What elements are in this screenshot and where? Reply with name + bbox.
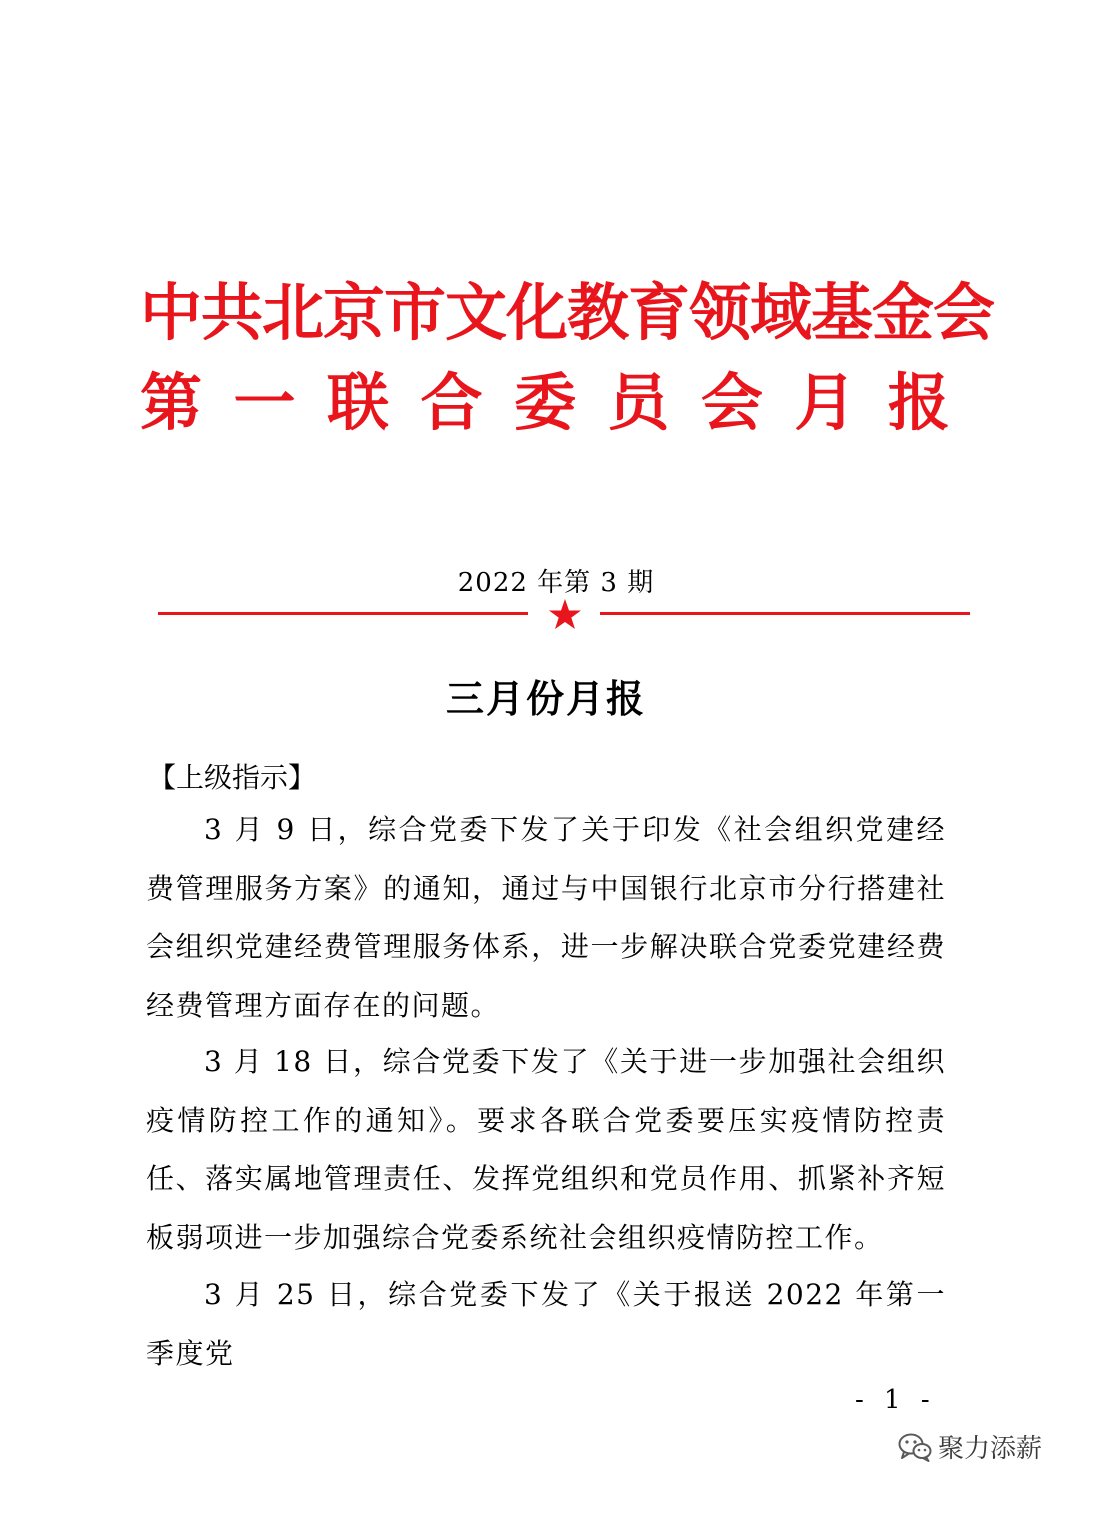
masthead-char: 报 [887,366,950,439]
paragraph: 3 月 25 日，综合党委下发了《关于报送 2022 年第一季度党 [146,1278,946,1370]
masthead-char: 合 [420,366,483,439]
page-number: - 1 - [855,1385,936,1415]
masthead-char: 月 [794,366,857,439]
masthead-char: 联 [326,366,389,439]
masthead-title-line1: 中共北京市文化教育领域基金会 [140,276,995,349]
star-icon [548,598,582,632]
watermark-text: 聚力添薪 [938,1434,1043,1464]
masthead-char: 第 [140,366,203,439]
masthead-char: 员 [607,366,670,439]
issue-number: 2022 年第 3 期 [457,568,655,598]
watermark [898,1428,1042,1465]
report-title: 三月份月报 [445,676,646,721]
section-heading: 【上级指示】 [148,761,317,794]
masthead-char: 委 [513,366,576,439]
wechat-icon [898,1432,932,1462]
paragraph: 3 月 18 日，综合党委下发了《关于进一步加强社会组织疫情防控工作的通知》。要求各联合党委要压实疫情防控责任、落实属地管理责任、发挥党组织和党员作用、抓紧补齐短板弱项进一步加强综合党委系统社会组织疫情防控工作。 [146,1045,946,1254]
divider-line-right [600,612,970,615]
paragraph: 3 月 9 日，综合党委下发了关于印发《社会组织党建经费管理服务方案》的通知，通过与中国银行北京市分行搭建社会组织党建经费管理服务体系，进一步解决联合党委党建经费经费管理方面存在的问题。 [146,813,946,1022]
masthead-title-line2 [140,366,950,439]
masthead-char: 一 [233,366,296,439]
divider-line-left [158,612,528,615]
masthead-char: 会 [700,366,763,439]
